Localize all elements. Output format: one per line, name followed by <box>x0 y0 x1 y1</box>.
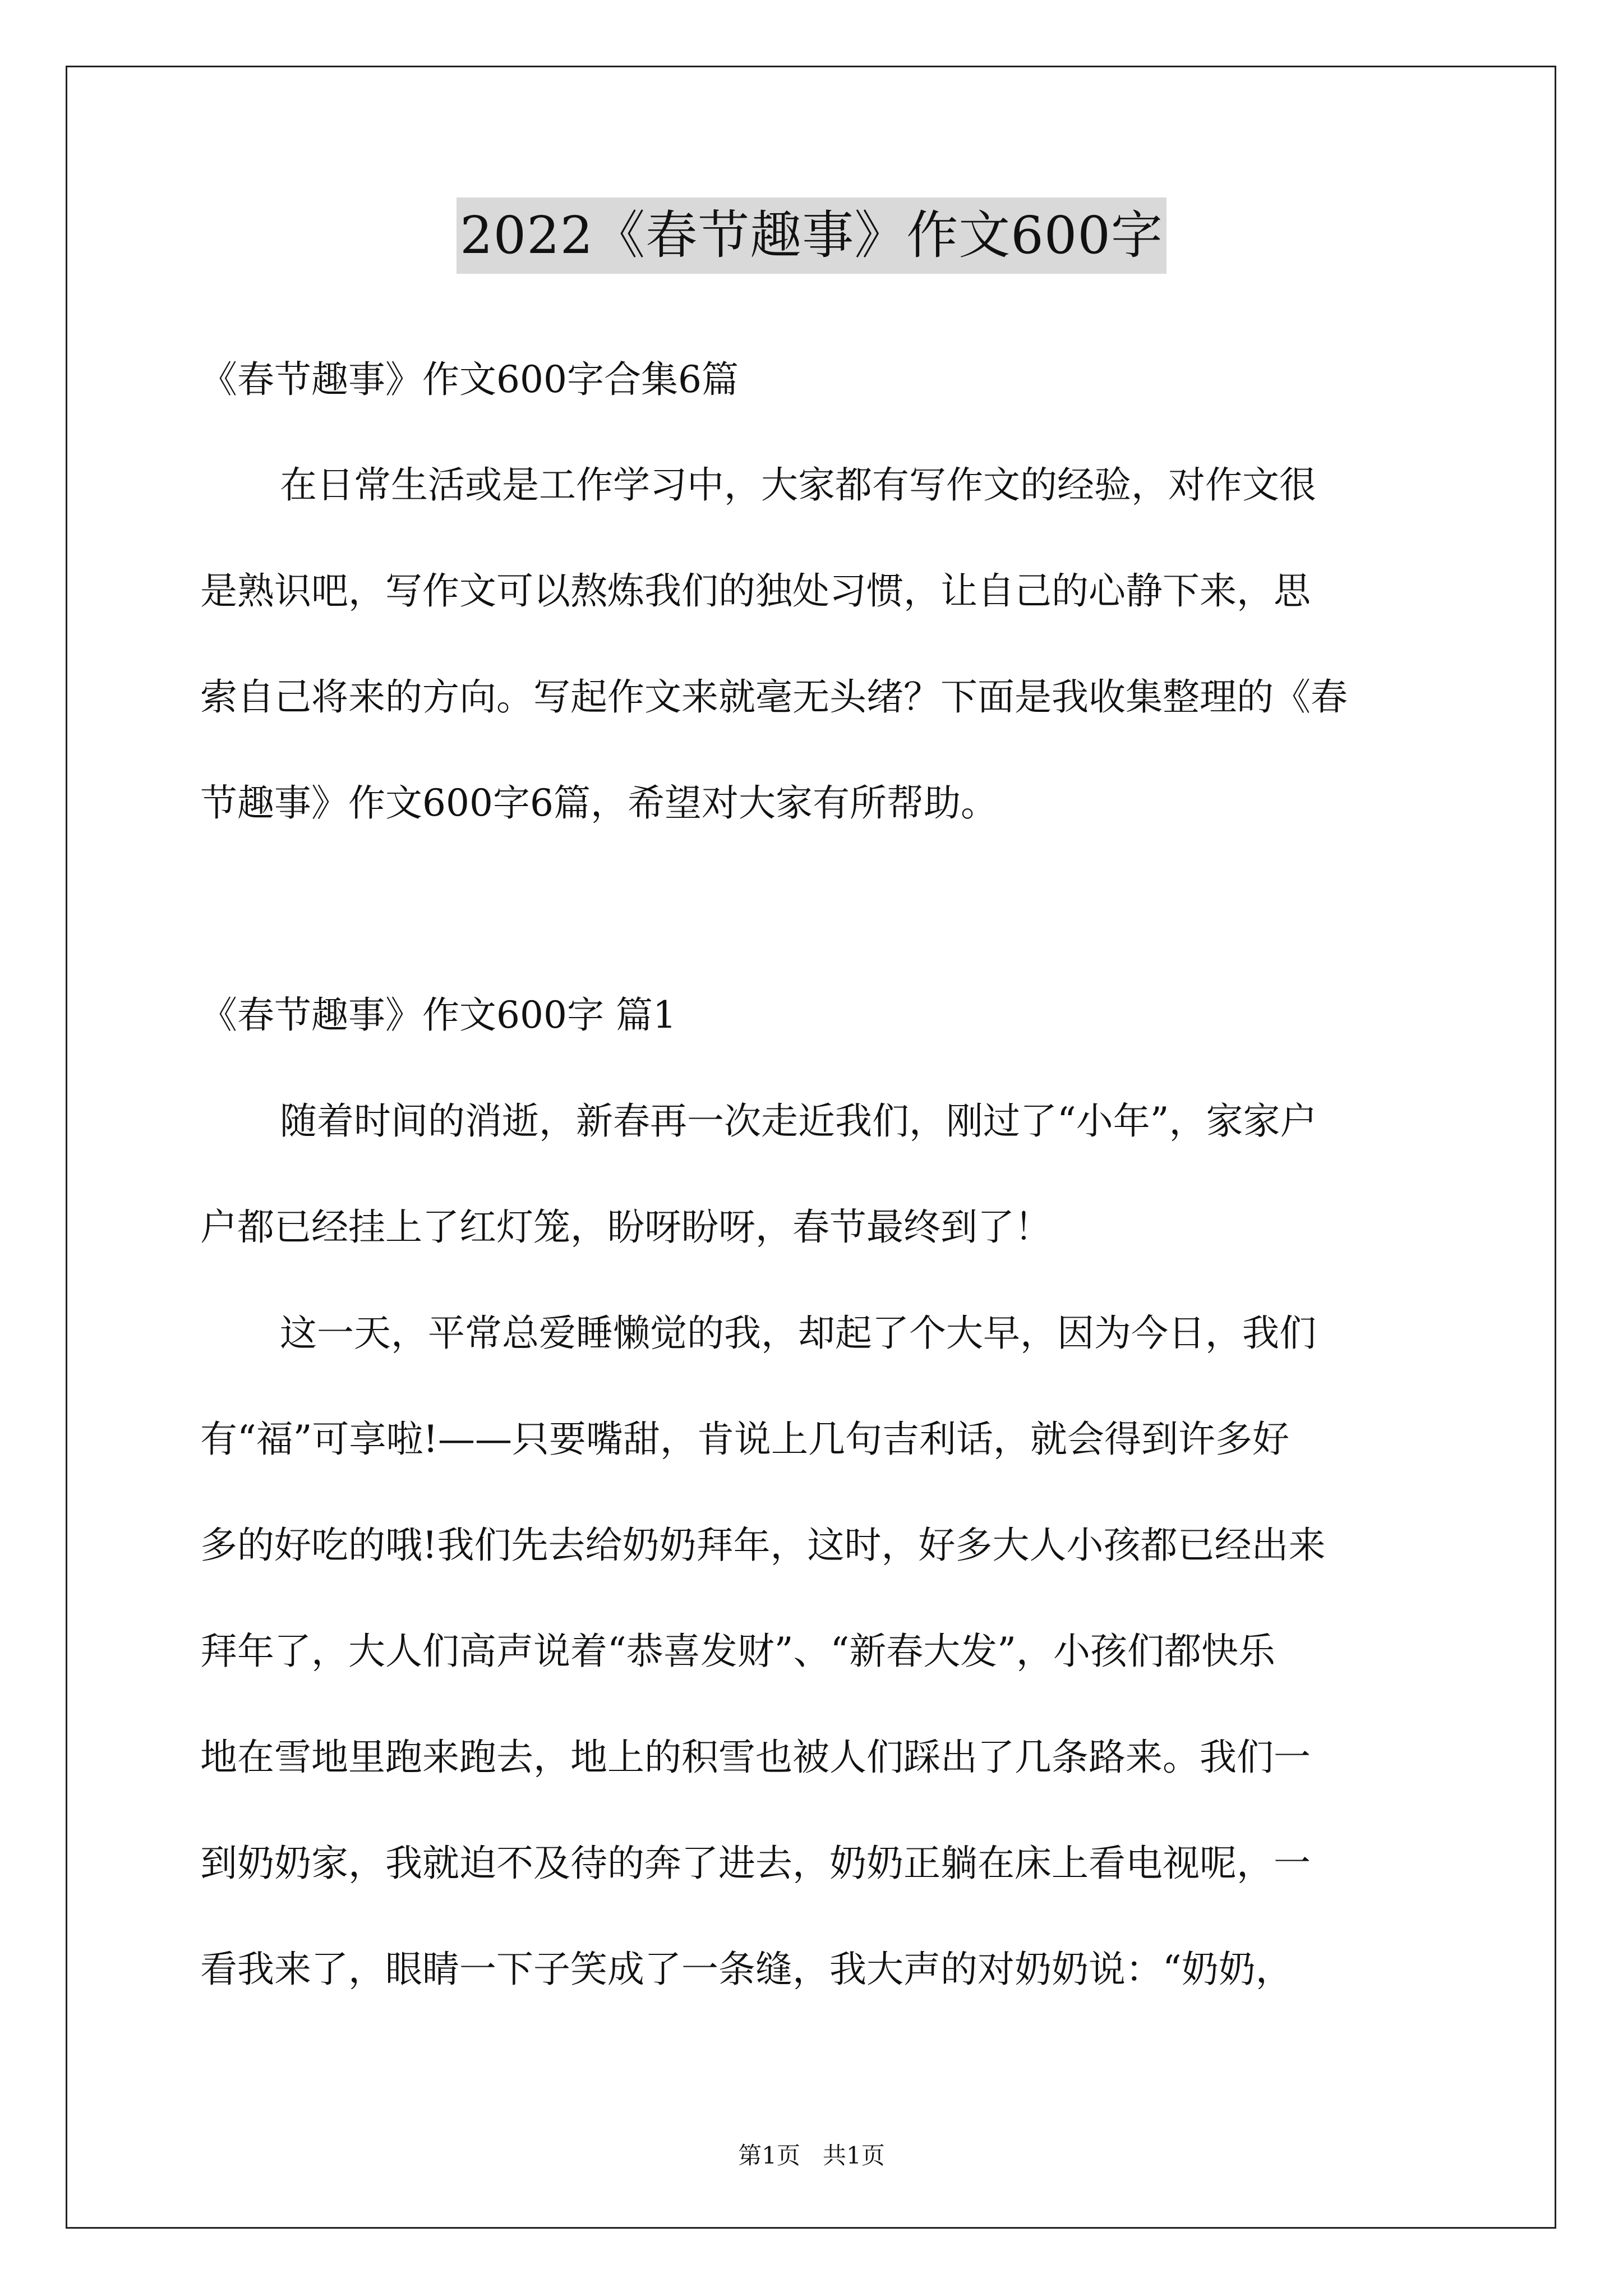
document-subtitle: 《春节趣事》作文600字合集6篇 <box>200 358 739 401</box>
intro-line: 节趣事》作文600字6篇，希望对大家有所帮助。 <box>200 781 998 825</box>
paragraph-line: 到奶奶家，我就迫不及待的奔了进去，奶奶正躺在床上看电视呢，一 <box>200 1842 1311 1885</box>
section-heading: 《春节趣事》作文600字 篇1 <box>200 993 676 1037</box>
page-footer: 第1页 共1页 <box>738 2142 885 2169</box>
intro-line: 索自己将来的方向。写起作文来就毫无头绪？下面是我收集整理的《春 <box>200 675 1348 719</box>
paragraph-line: 随着时间的消逝，新春再一次走近我们，刚过了“小年”，家家户 <box>280 1099 1317 1143</box>
title-container <box>0 197 1623 274</box>
document-title: 2022《春节趣事》作文600字 <box>457 197 1166 274</box>
paragraph-line: 看我来了，眼睛一下子笑成了一条缝，我大声的对奶奶说：“奶奶， <box>200 1948 1293 1991</box>
intro-line: 是熟识吧，写作文可以熬炼我们的独处习惯，让自己的心静下来，思 <box>200 569 1311 613</box>
paragraph-line: 有“福”可享啦!——只要嘴甜，肯说上几句吉利话，就会得到许多好 <box>200 1418 1290 1461</box>
paragraph-line: 多的好吃的哦!我们先去给奶奶拜年，这时，好多大人小孩都已经出来 <box>200 1524 1326 1567</box>
paragraph-line: 户都已经挂上了红灯笼，盼呀盼呀，春节最终到了！ <box>200 1205 1052 1249</box>
paragraph-line: 这一天，平常总爱睡懒觉的我，却起了个大早，因为今日，我们 <box>280 1312 1316 1355</box>
paragraph-line: 地在雪地里跑来跑去，地上的积雪也被人们踩出了几条路来。我们一 <box>200 1736 1311 1779</box>
paragraph-line: 拜年了，大人们高声说着“恭喜发财”、“新春大发”，小孩们都快乐 <box>200 1630 1275 1673</box>
intro-line: 在日常生活或是工作学习中，大家都有写作文的经验，对作文很 <box>280 463 1316 507</box>
